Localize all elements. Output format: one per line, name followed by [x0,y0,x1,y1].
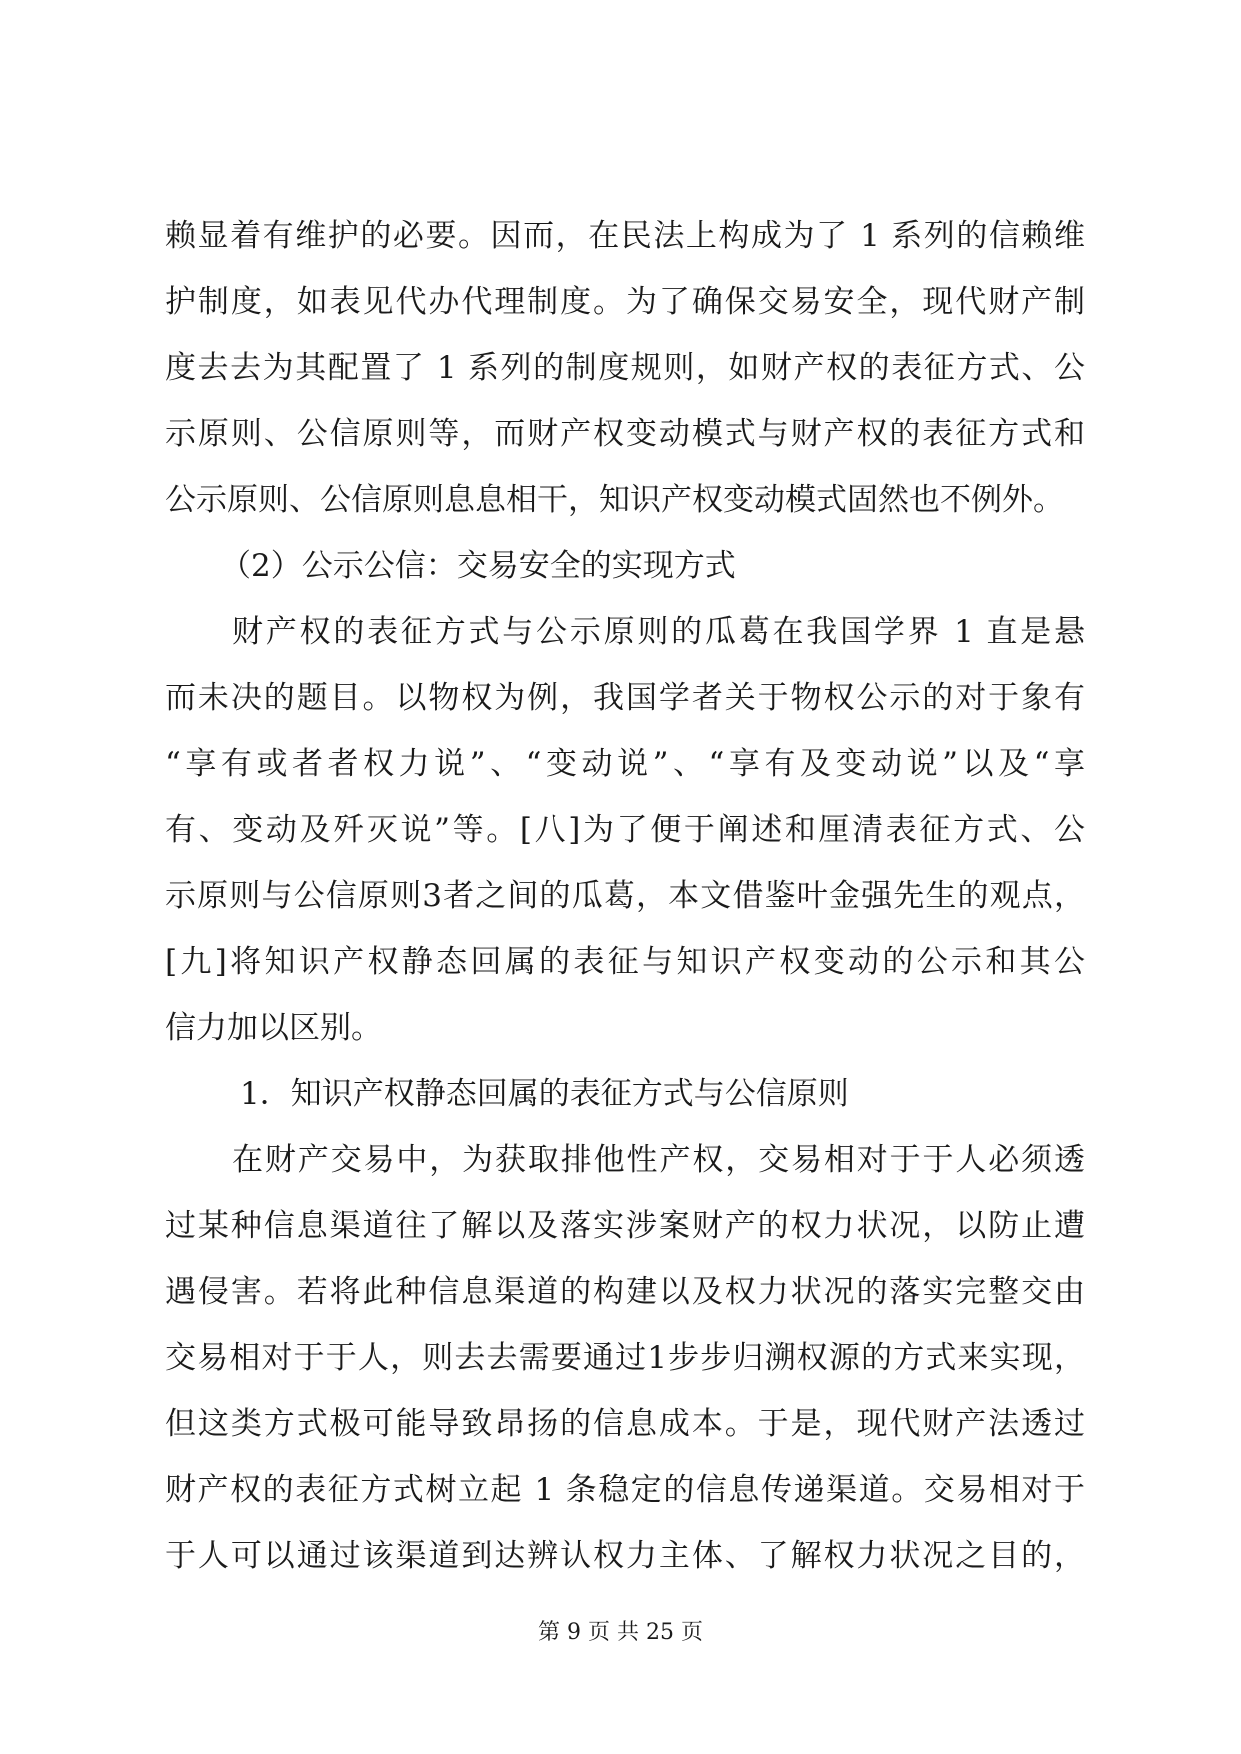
text-line: 财产权的表征方式树立起 1 条稳定的信息传递渠道。交易相对于 [165,1472,1085,1508]
text-line: 护制度，如表见代办代理制度。为了确保交易安全，现代财产制 [165,284,1085,320]
text-line: 但这类方式极可能导致昂扬的信息成本。于是，现代财产法透过 [165,1406,1085,1442]
text-line: “享有或者者权力说”、“变动说”、“享有及变动说”以及“享 [165,746,1085,782]
text-line: 过某种信息渠道往了解以及落实涉案财产的权力状况，以防止遭 [165,1208,1085,1244]
text-line: 示原则与公信原则3者之间的瓜葛，本文借鉴叶金强先生的观点， [165,878,1085,914]
text-line: 而未决的题目。以物权为例，我国学者关于物权公示的对于象有 [165,680,1085,716]
page-number-footer: 第 9 页 共 25 页 [538,1620,703,1645]
text-line: 交易相对于于人，则去去需要通过1步步归溯权源的方式来实现， [165,1340,1085,1376]
subsection-heading: 1．知识产权静态回属的表征方式与公信原则 [240,1076,849,1112]
text-line: 在财产交易中，为获取排他性产权，交易相对于于人必须透 [232,1142,1085,1178]
text-line: [九]将知识产权静态回属的表征与知识产权变动的公示和其公 [165,944,1085,980]
section-heading: （2）公示公信：交易安全的实现方式 [220,548,736,584]
text-line: 赖显着有维护的必要。因而，在民法上构成为了 1 系列的信赖维 [165,218,1085,254]
text-line: 信力加以区别。 [165,1010,382,1046]
text-line: 公示原则、公信原则息息相干，知识产权变动模式固然也不例外。 [165,482,1064,518]
text-line: 示原则、公信原则等，而财产权变动模式与财产权的表征方式和 [165,416,1085,452]
text-line: 度去去为其配置了 1 系列的制度规则，如财产权的表征方式、公 [165,350,1085,386]
text-line: 有、变动及歼灭说”等。[八]为了便于阐述和厘清表征方式、公 [165,812,1085,848]
text-line: 财产权的表征方式与公示原则的瓜葛在我国学界 1 直是悬 [232,614,1085,650]
text-line: 遇侵害。若将此种信息渠道的构建以及权力状况的落实完整交由 [165,1274,1085,1310]
text-line: 于人可以通过该渠道到达辨认权力主体、了解权力状况之目的， [165,1538,1085,1574]
